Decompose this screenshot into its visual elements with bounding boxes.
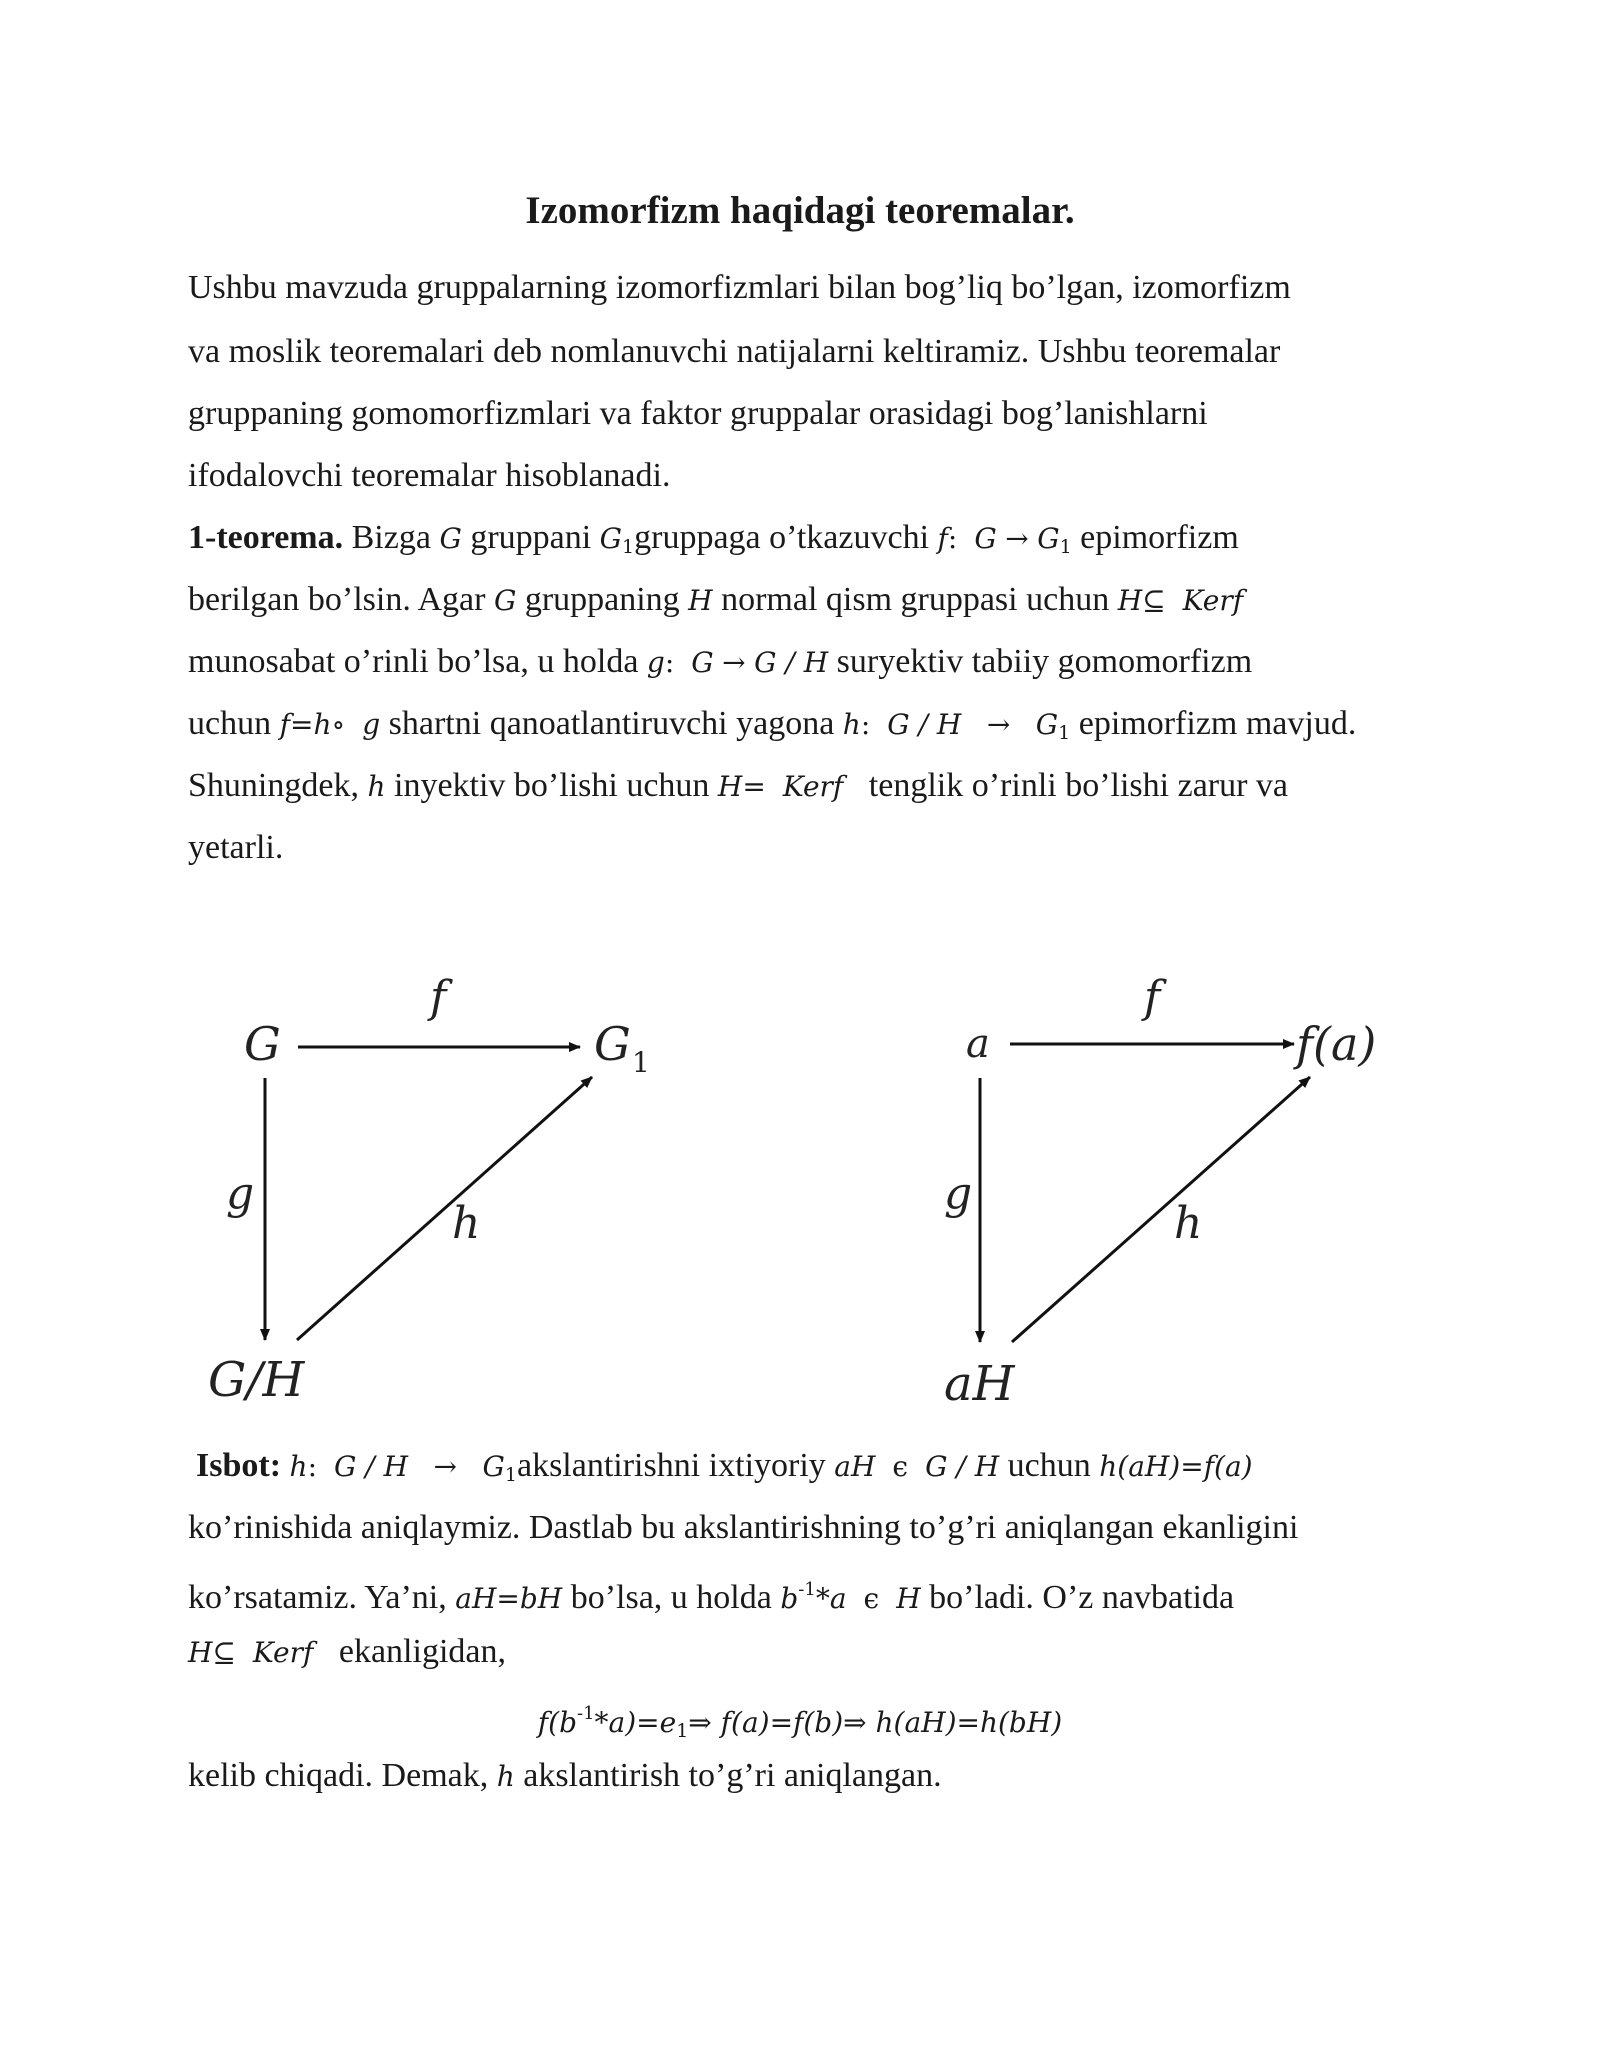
proof-line-6: kelib chiqadi. Demak, h akslantirish to’g’ri aniqlangan. <box>188 1757 942 1794</box>
proof-line-2: ko’rinishida aniqlaymiz. Dastlab bu akslantirishning to’g’ri aniqlangan ekanligini <box>188 1509 1299 1546</box>
diagram-left-label-h: h <box>452 1198 481 1249</box>
diagram-left-node-g1-sub: 1 <box>632 1046 650 1079</box>
diagram-right-label-f: f <box>1144 972 1161 1023</box>
diagram-left-node-g1: G <box>594 1017 631 1071</box>
theorem-line-6: yetarli. <box>188 829 284 866</box>
page-title: Izomorfizm haqidagi teoremalar. <box>525 189 1075 232</box>
diagram-right-node-fa: f(a) <box>1296 1017 1377 1071</box>
diagram-left <box>208 972 650 1408</box>
diagram-left-node-g: G <box>244 1017 281 1071</box>
theorem-line-5: Shuningdek, h inyektiv bo’lishi uchun H= Kerf tenglik o’rinli bo’lishi zarur va <box>188 767 1289 804</box>
diagram-right <box>944 972 1376 1412</box>
diagram-left-label-g: g <box>226 1168 255 1219</box>
diagram-left-arrow-h <box>297 1077 592 1340</box>
diagram-left-node-gmodh: G/H <box>208 1352 305 1408</box>
commutative-diagrams <box>0 960 1600 1430</box>
intro-line-3: gruppaning gomomorfizmlari va faktor gruppalar orasidagi bog’lanishlarni <box>188 395 1208 432</box>
diagram-right-arrow-h <box>1012 1077 1310 1342</box>
proof-formula: $f(b^{-1}*a)=e_1\Rightarrow$ f(a)=f(b)⇒ h(aH)=h(bH) <box>537 1703 1063 1742</box>
theorem-line-4: uchun f=h∘ g shartni qanoatlantiruvchi yagona h: G / H → $G_1$ epimorfizm mavjud. <box>188 705 1357 744</box>
proof-label: Isbot: <box>196 1447 282 1484</box>
intro-line-1: Ushbu mavzuda gruppalarning izomorfizmlari bilan bog’liq bo’lgan, izomorfizm <box>188 269 1291 306</box>
diagram-left-label-f: f <box>430 972 447 1023</box>
diagram-right-node-a: a <box>966 1021 990 1067</box>
diagram-right-label-h: h <box>1174 1198 1203 1249</box>
theorem-line-3: munosabat o’rinli bo’lsa, u holda g: G → G / H suryektiv tabiiy gomomorfizm <box>188 643 1253 680</box>
diagram-right-node-ah: aH <box>944 1356 1015 1412</box>
proof-line-1: Isbot: h: G / H → $G_1akslantirishni$ ixtiyoriy aH ϵ G / H uchun h(aH)=f(a) <box>196 1447 1253 1486</box>
theorem-label: 1-teorema. <box>188 519 344 556</box>
intro-line-2: va moslik teoremalari deb nomlanuvchi natijalarni keltiramiz. Ushbu teoremalar <box>188 333 1281 370</box>
theorem-line-1: 1-teorema. Bizga G gruppani $G_1gruppaga$ o’tkazuvchi f: $G \to G_1$ epimorfizm <box>188 519 1239 558</box>
diagram-right-label-g: g <box>944 1168 973 1219</box>
intro-line-4: ifodalovchi teoremalar hisoblanadi. <box>188 457 671 494</box>
proof-line-3: ko’rsatamiz. Ya’ni, aH=bH bo’lsa, u holda $b^{-1}*a$ ϵ H bo’ladi. O’z navbatida <box>188 1579 1235 1616</box>
theorem-line-2: berilgan bo’lsin. Agar G gruppaning H normal qism gruppasi uchun H⊆ Kerf <box>188 581 1244 618</box>
proof-line-4: H⊆ Kerf ekanligidan, <box>188 1633 506 1670</box>
